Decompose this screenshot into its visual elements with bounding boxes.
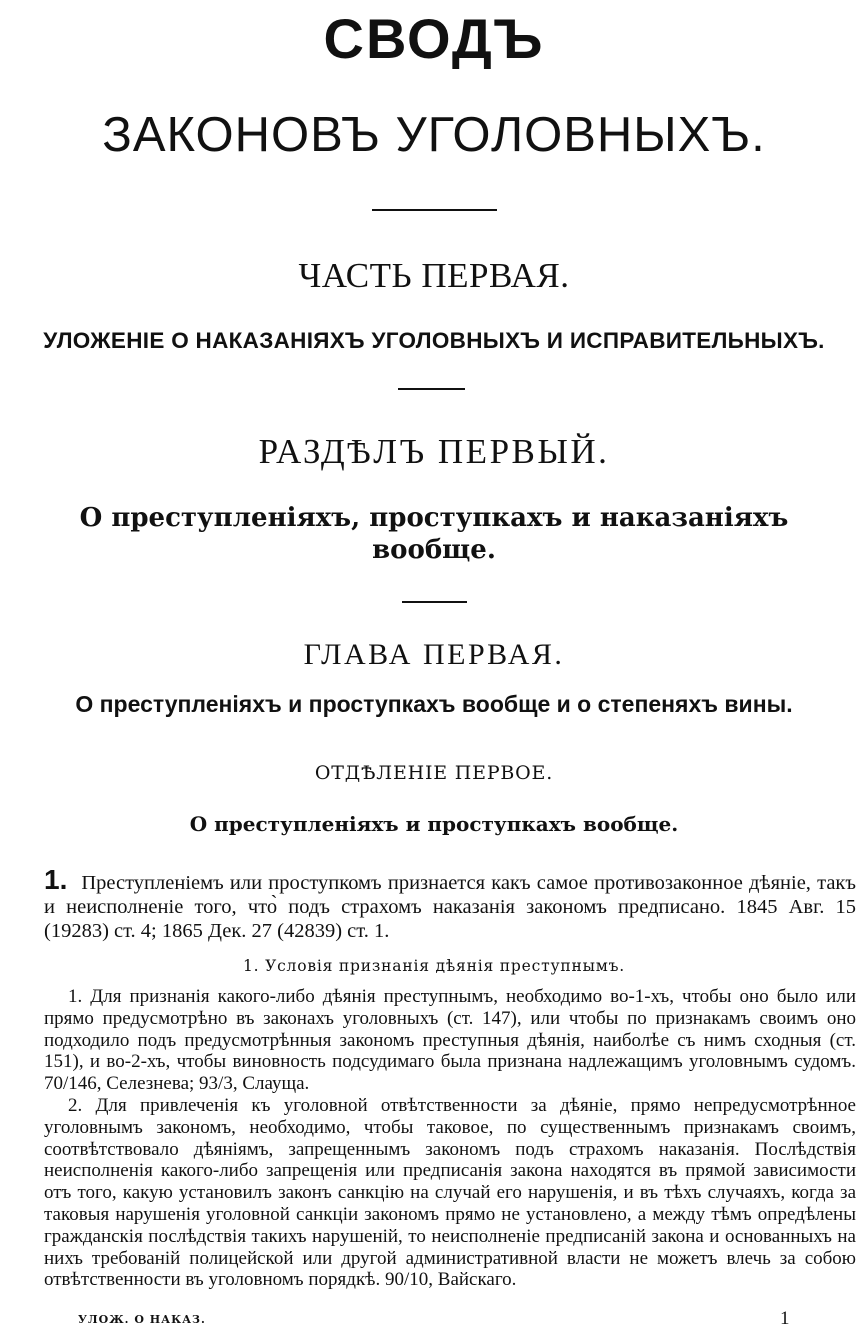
divider-rule [402, 601, 467, 603]
article-text: Преступленіемъ или проступкомъ признается какъ самое противозаконное дѣяніе, такъ и неисполненіе того, что̀ подъ страхомъ наказанія закономъ предписано. 1845 Авг. 15 (19283) ст. 4; 1865 Дек. 27 (42839) ст. 1. [44, 872, 856, 942]
chapter-subheading: О преступленіяхъ и проступкахъ вообще и о степеняхъ вины. [75, 691, 793, 717]
page-number: 1 [780, 1308, 790, 1329]
commentary-notes [44, 986, 856, 1291]
title-line-1: СВОДЪ [323, 7, 545, 70]
part-subheading: УЛОЖЕНІЕ О НАКАЗАНІЯХЪ УГОЛОВНЫХЪ И ИСПРАВИТЕЛЬНЫХЪ. [43, 328, 825, 353]
part-heading: ЧАСТЬ ПЕРВАЯ. [298, 256, 570, 295]
chapter-heading: ГЛАВА ПЕРВАЯ. [303, 638, 565, 671]
divider-rule [372, 209, 497, 211]
commentary-note: 1. Для признанія какого-либо дѣянія преступнымъ, необходимо во-1-хъ, чтобы оно было или прямо предусмотрѣно въ законахъ уголовныхъ (ст. 147), или чтобы по признакамъ своимъ оно подходило подъ предусмотрѣнныя закономъ преступныя дѣянія, наиболѣе съ нимъ сходныя (ст. 151), и во-2-хъ, чтобы виновность подсудимаго была признана надлежащимъ уголовнымъ судомъ. 70/146, Селезнева; 93/3, Слаущa. [44, 986, 856, 1095]
article-number: 1. [44, 864, 68, 895]
article-1 [44, 864, 856, 943]
commentary-note: 2. Для привлеченія къ уголовной отвѣтственности за дѣяніе, прямо непредусмотрѣнное уголовнымъ закономъ, необходимо, чтобы таковое, по существеннымъ признакамъ своимъ, соотвѣтствовало дѣяніямъ, запрещеннымъ закономъ подъ страхомъ наказанія. Послѣдствія неисполненія какого-либо запрещенія или предписанія закона находятся въ прямой зависимости отъ того, какую установилъ законъ санкцію на случай его нарушенія, и въ тѣхъ случаяхъ, когда за таковыя нарушенія уголовной санкціи закономъ прямо не установлено, а между тѣмъ опредѣлены гражданскія послѣдствія такихъ нарушеній, то неисполненіе предписаній закона и основанныхъ на нихъ требованій полицейской или другой административной власти не можетъ влечь за собою отвѣтственности въ уголовномъ порядкѣ. 90/10, Вайскаго. [44, 1094, 856, 1291]
title-line-2: ЗАКОНОВЪ УГОЛОВНЫХЪ. [102, 108, 766, 162]
footer-signature: УЛОЖ. О НАКАЗ. [78, 1313, 206, 1326]
section-subheading [0, 502, 868, 566]
section-subheading-line-2: вообще. [372, 535, 496, 565]
divider-rule [398, 388, 465, 390]
section-heading: РАЗДѢЛЪ ПЕРВЫЙ. [258, 432, 610, 471]
division-heading: ОТДѢЛЕНІЕ ПЕРВОЕ. [314, 762, 554, 784]
division-subheading: О преступленіяхъ и проступкахъ вообще. [189, 812, 679, 836]
commentary-heading: 1. Условія признанія дѣянія преступнымъ. [242, 957, 626, 975]
section-subheading-line-1: О преступленіяхъ, проступкахъ и наказаніяхъ [79, 503, 789, 533]
